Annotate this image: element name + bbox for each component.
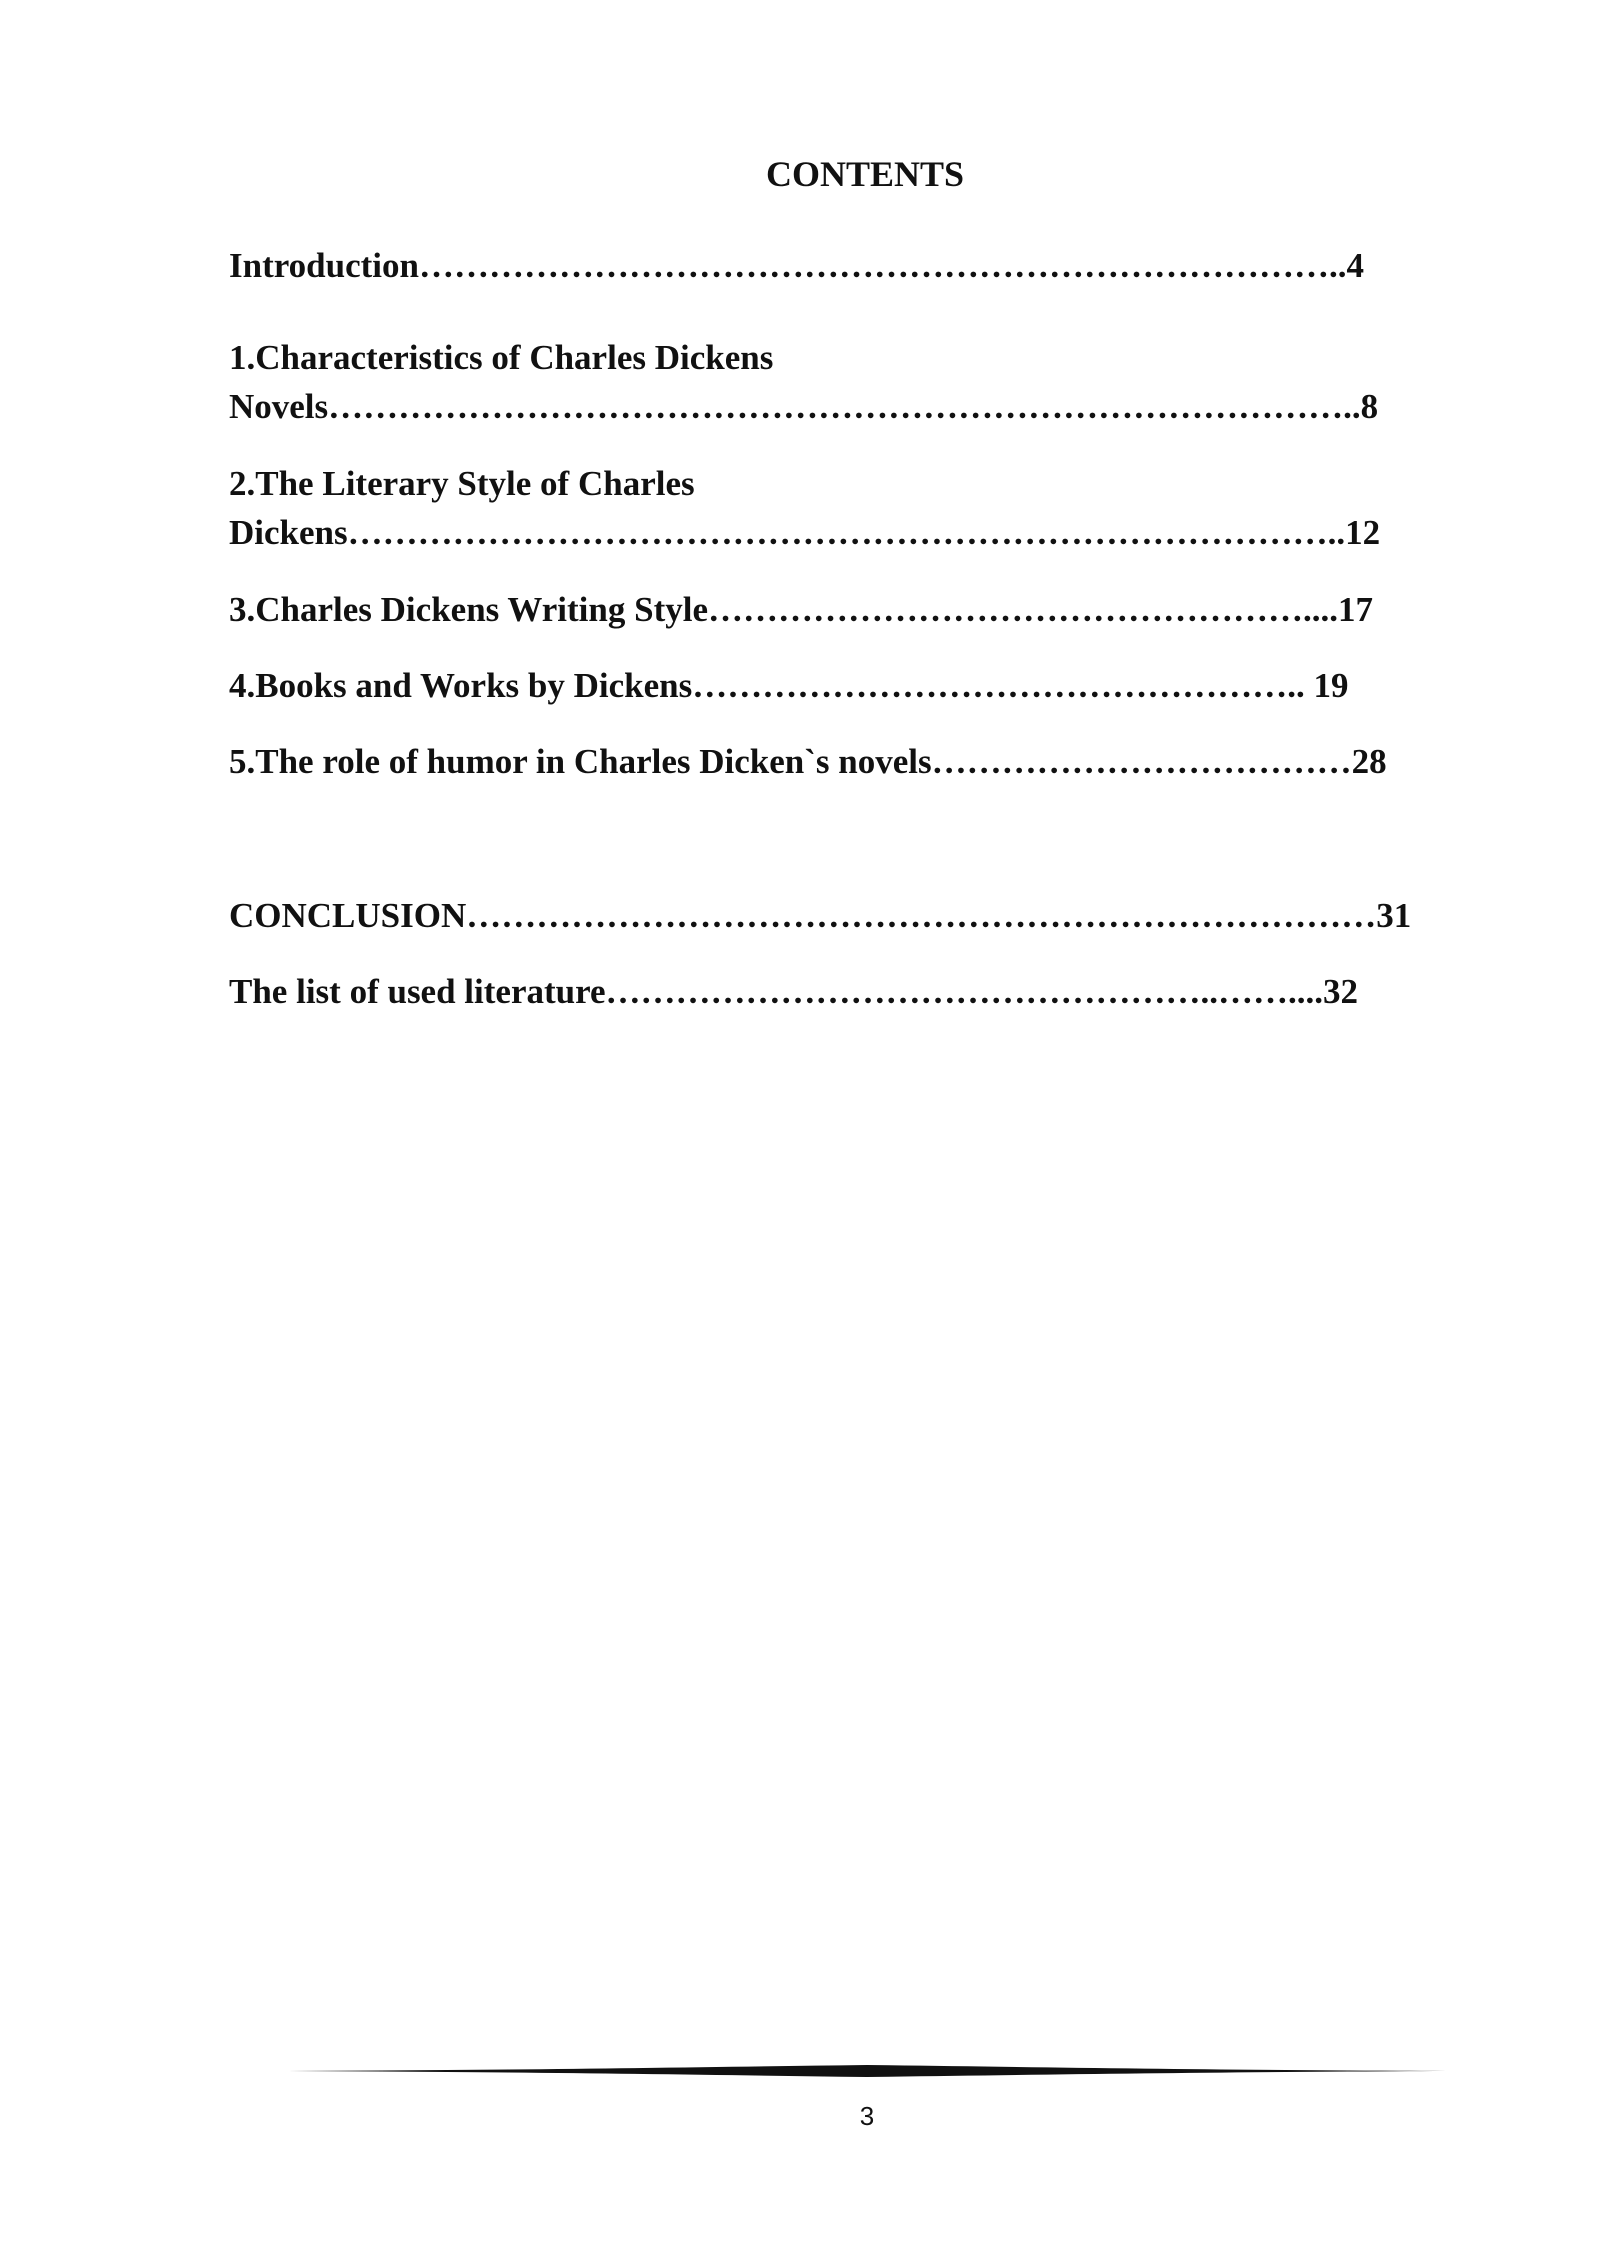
toc-entry-literary-style-leader xyxy=(229,511,1380,555)
toc-entry-books-and-works xyxy=(229,664,1349,708)
toc-entry-characteristics-title xyxy=(229,336,773,380)
page-title: CONTENTS xyxy=(765,154,965,194)
toc-entry-text: 1.Characteristics of Charles Dickens xyxy=(229,338,774,377)
toc-entry-text: Introduction……………………………………………………………………..4 xyxy=(229,246,1364,285)
toc-entry-text: Dickens…………………………………………………………………………..12 xyxy=(229,513,1381,552)
toc-entry-text: 3.Charles Dickens Writing Style……………………………………………....17 xyxy=(229,590,1373,629)
toc-entry-text: CONCLUSION……………………………………………………………………31 xyxy=(229,896,1412,935)
toc-entry-role-of-humor xyxy=(229,740,1387,784)
page-number: 3 xyxy=(859,2101,875,2131)
toc-entry-text: 5.The role of humor in Charles Dicken`s novels………………………………28 xyxy=(229,742,1387,781)
toc-entry-text: The list of used literature……………………………………………..……....32 xyxy=(229,972,1359,1011)
toc-entry-text: 2.The Literary Style of Charles xyxy=(229,464,695,503)
toc-entry-conclusion xyxy=(229,894,1411,938)
toc-entry-introduction xyxy=(229,244,1364,288)
toc-entry-text: 4.Books and Works by Dickens…………………………………………….. 19 xyxy=(229,666,1349,705)
toc-entry-literary-style-title xyxy=(229,462,695,506)
toc-entry-writing-style xyxy=(229,588,1373,632)
toc-entry-characteristics-leader xyxy=(229,385,1378,429)
toc-entry-text: Novels……………………………………………………………………………..8 xyxy=(229,387,1379,426)
footer-divider xyxy=(288,2062,1446,2080)
toc-entry-used-literature xyxy=(229,970,1358,1014)
